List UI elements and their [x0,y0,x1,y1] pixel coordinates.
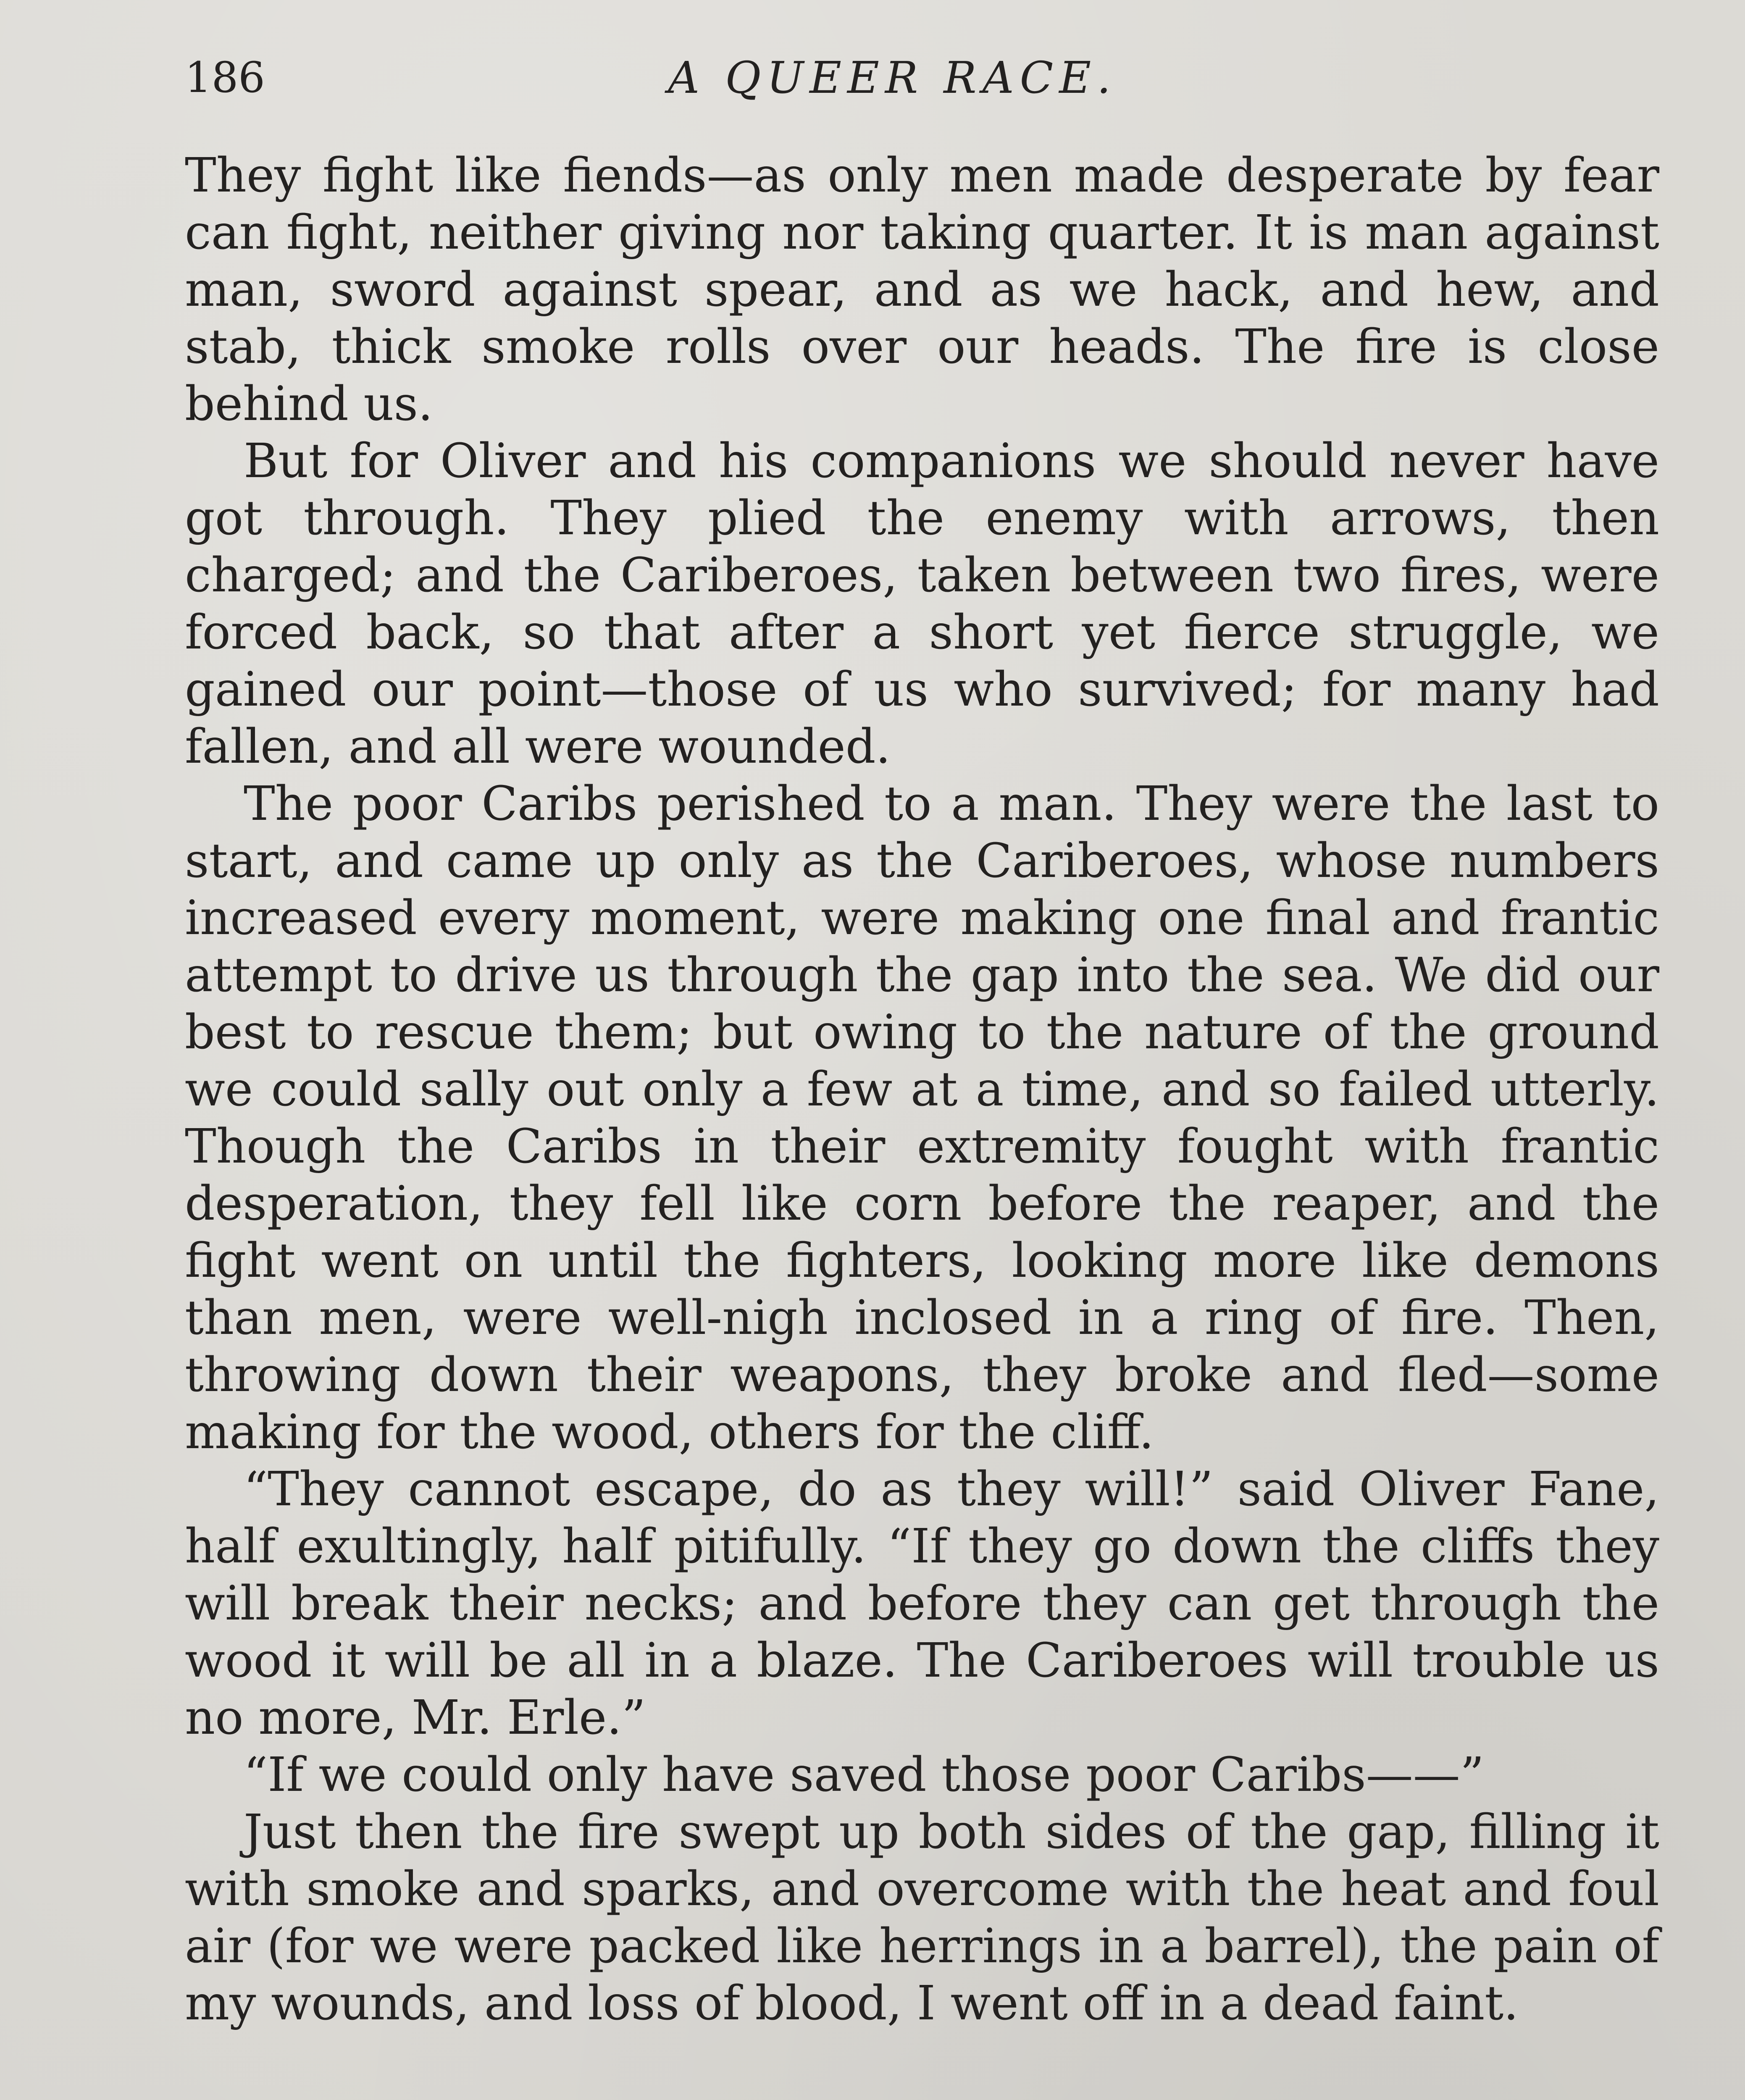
paragraph-3: The poor Caribs perished to a man. They were the last to start, and came up only as the Cariberoes, whose numbers increased every moment, were making one final and frantic attempt to drive us through the gap into the sea. We did our best to rescue them; but owing to the nature of the ground we could sally out only a few at a time, and so failed utterly. Though the Caribs in their extremity fought with frantic desperation, they fell like corn before the reaper, and the fight went on until the fighters, looking more like demons than men, were well-nigh inclosed in a ring of fire. Then, throwing down their weapons, they broke and fled—some making for the wood, others for the cliff. [185,777,1659,1460]
page-number: 186 [185,53,265,102]
paragraph-6: Just then the fire swept up both sides of the gap, filling it with smoke and sparks, and overcome with the heat and foul air (for we were packed like herrings in a barrel), the pain of my wounds, and loss of blood, I went off in a dead faint. [185,1805,1659,2031]
paragraph-1: They fight like fiends—as only men made desperate by fear can fight, neither giving nor taking quarter. It is man against man, sword against spear, and as we hack, and hew, and stab, thick smoke rolls over our heads. The fire is close behind us. [185,148,1659,431]
running-title: A QUEER RACE. [668,52,1117,103]
body-text [185,147,1659,2032]
paragraph-2: But for Oliver and his companions we should never have got through. They plied the enemy with arrows, then charged; and the Cariberoes, taken between two fires, were forced back, so that after a short yet fierce struggle, we gained our point—those of us who survived; for many had fallen, and all were wounded. [185,434,1659,774]
running-head [185,46,1655,109]
paragraph-5: “If we could only have saved those poor Caribs——” [244,1748,1485,1802]
paragraph-4: “They cannot escape, do as they will!” said Oliver Fane, half exultingly, half pitifully. “If they go down the cliffs they will break their necks; and before they can get through the wood it will be all in a blaze. The Cariberoes will trouble us no more, Mr. Erle.” [185,1462,1659,1745]
